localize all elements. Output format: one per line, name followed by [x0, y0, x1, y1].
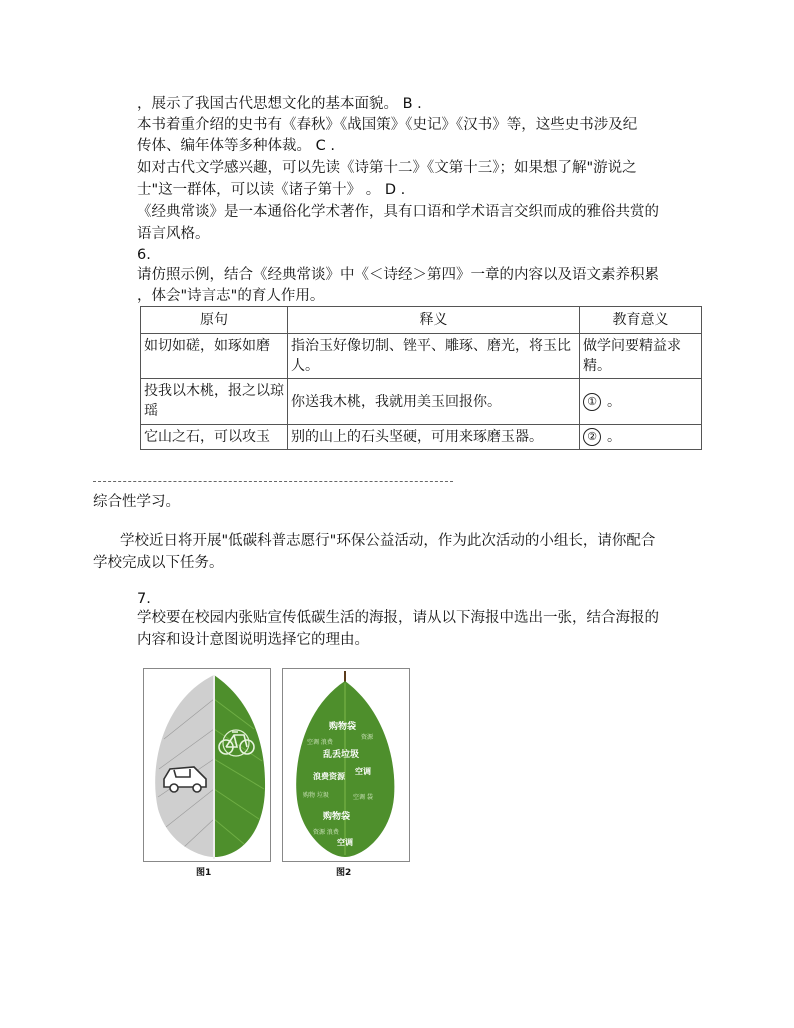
cell-meaning: 你送我木桃，我就用美玉回报你。	[288, 379, 580, 425]
blank-period: 。	[607, 429, 621, 445]
cell-significance: 做学问要精益求精。	[580, 334, 702, 379]
q5-option-b-text: 本书着重介绍的史书有《春秋》《战国策》《史记》《汉书》等，这些史书涉及纪	[137, 117, 638, 133]
svg-text:空调 浪费: 空调 浪费	[307, 739, 333, 746]
cell-meaning: 指治玉好像切制、锉平、雕琢、磨光，将玉比人。	[288, 334, 580, 379]
q7-prompt: 学校要在校园内张贴宣传低碳生活的海报，请从以下海报中选出一张，结合海报的	[137, 610, 659, 626]
svg-text:资源: 资源	[361, 734, 374, 741]
q7-prompt-cont: 内容和设计意图说明选择它的理由。	[137, 632, 369, 648]
leaf-word: 购物袋	[329, 722, 357, 732]
answer-blank-2[interactable]	[580, 425, 702, 450]
q5-option-c-text: 如对古代文学感兴趣，可以先读《诗第十二》《文第十三》；如果想了解"游说之	[137, 160, 637, 176]
cell-meaning: 别的山上的石头坚硬，可用来琢磨玉器。	[288, 425, 580, 450]
leaf-word: 乱丢垃圾	[323, 750, 360, 760]
table-row	[141, 334, 702, 379]
table-row	[141, 425, 702, 450]
poster-1-image	[144, 669, 270, 861]
q5-option-b-text-cont: 传体、编年体等多种体裁。 C .	[137, 138, 335, 154]
svg-text:购物 垃圾: 购物 垃圾	[303, 792, 329, 799]
svg-text:空调 袋: 空调 袋	[353, 794, 373, 801]
answer-blank-1[interactable]	[580, 379, 702, 425]
q6-table	[140, 306, 702, 450]
poster-2-image	[283, 669, 409, 861]
poster-2[interactable]	[282, 668, 410, 862]
header-significance: 教育意义	[580, 307, 702, 334]
section-intro-cont: 学校完成以下任务。	[93, 555, 224, 571]
poster-1[interactable]	[143, 668, 271, 862]
q6-prompt-cont: ，体会"诗言志"的育人作用。	[137, 288, 325, 304]
leaf-word: 空调	[337, 838, 353, 847]
q7-number: 7.	[137, 591, 151, 607]
header-original: 原句	[141, 307, 288, 334]
table-row	[141, 379, 702, 425]
q5-option-a-tail: ，展示了我国古代思想文化的基本面貌。 B .	[137, 96, 422, 112]
poster-1-caption: 图1	[196, 868, 212, 878]
leaf-word: 浪费资源	[313, 772, 345, 781]
q6-prompt: 请仿照示例，结合《经典常谈》中《＜诗经＞第四》一章的内容以及语文素养积累	[137, 267, 659, 283]
q5-option-c-text-cont: 士"这一群体，可以读《诸子第十》 。 D .	[137, 182, 406, 198]
blank-period: 。	[607, 393, 621, 410]
section-divider	[93, 481, 453, 482]
cell-original: 它山之石，可以攻玉	[141, 425, 288, 450]
q5-option-d-text-cont: 语言风格。	[137, 226, 210, 242]
blank-number-badge: ①	[583, 393, 601, 411]
svg-text:资源 浪费: 资源 浪费	[313, 829, 339, 836]
poster-2-caption: 图2	[336, 868, 352, 878]
cell-original: 投我以木桃，报之以琼瑶	[141, 379, 288, 425]
q6-number: 6.	[137, 247, 151, 263]
cell-original: 如切如磋，如琢如磨	[141, 334, 288, 379]
section-intro: 学校近日将开展"低碳科普志愿行"环保公益活动，作为此次活动的小组长，请你配合	[120, 533, 656, 549]
section-title: 综合性学习。	[93, 494, 180, 510]
header-meaning: 释义	[288, 307, 580, 334]
q5-option-d-text: 《经典常谈》是一本通俗化学术著作，具有口语和学术语言交织而成的雅俗共赏的	[137, 204, 659, 220]
leaf-word: 空调	[355, 767, 371, 776]
blank-number-badge: ②	[583, 428, 601, 446]
leaf-word: 购物袋	[323, 812, 351, 822]
table-header-row	[141, 307, 702, 334]
